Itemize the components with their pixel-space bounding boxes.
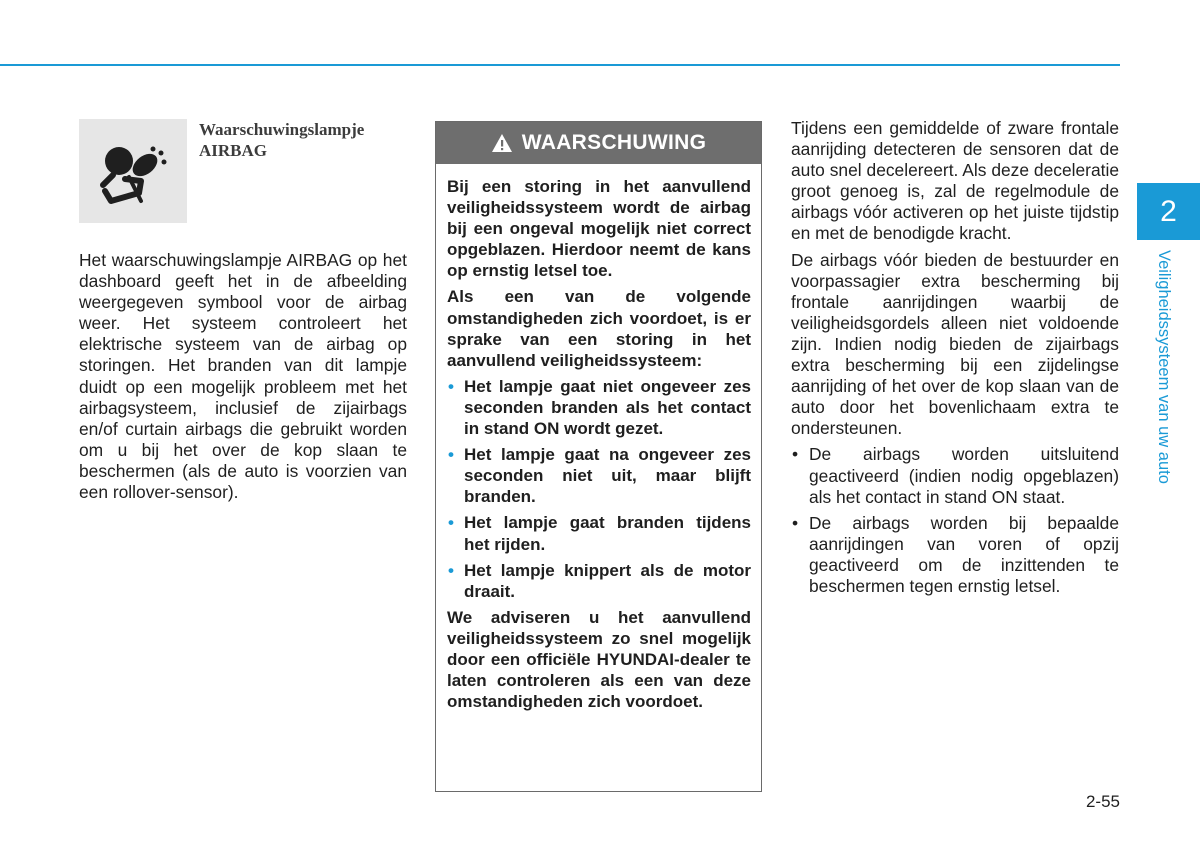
chapter-title: Veiligheidssysteem van uw auto bbox=[1155, 250, 1173, 484]
bullet-icon: • bbox=[448, 376, 454, 396]
right-column bbox=[791, 118, 1119, 602]
warning-list-item bbox=[447, 512, 751, 554]
chapter-number: 2 bbox=[1160, 194, 1177, 228]
bullet-icon: • bbox=[448, 513, 454, 533]
warning-list-item-text: Het lampje gaat na ongeveer zes seconden niet uit, maar blijft branden. bbox=[464, 445, 751, 507]
warning-list-item bbox=[447, 560, 751, 602]
bullet-icon: • bbox=[792, 512, 799, 533]
header-rule bbox=[0, 64, 1120, 66]
page-number: 2-55 bbox=[1085, 792, 1120, 811]
chapter-tab bbox=[1137, 183, 1200, 240]
right-paragraph-1: Tijdens een gemiddelde of zware frontale aanrijding detecteren de sensoren dat de auto snel decelereert. Als deze deceleratie groot genoeg is, zal de regelmodule de airbags vóór activeren op het juiste tijdstip en met de benodigde kracht. bbox=[791, 118, 1119, 244]
right-list-item bbox=[791, 444, 1119, 507]
icon-caption-line1: Waarschuwingslampje bbox=[199, 120, 365, 139]
left-paragraph: Het waarschuwingslampje AIRBAG op het dashboard geeft het in de afbeelding weergegeven symbool voor de airbag weer. Het systeem controleert het elektrische systeem van de airbag op storingen. Het branden van dit lampje duidt op een mogelijk probleem met het airbagsysteem, inclusief de zijairbags en/of curtain airbags die gebruikt worden om u bij het over de kop slaan te beschermen (als de auto is voorzien van een rollover-sensor). bbox=[79, 250, 407, 503]
bullet-icon: • bbox=[448, 445, 454, 465]
warning-title: WAARSCHUWING bbox=[521, 131, 707, 154]
warning-list-item-text: Het lampje gaat niet ongeveer zes seconden branden als het contact in stand ON wordt gezet. bbox=[464, 376, 751, 439]
warning-triangle-icon bbox=[491, 133, 513, 153]
right-list-item bbox=[791, 513, 1119, 597]
warning-list bbox=[447, 376, 751, 602]
bullet-icon: • bbox=[792, 444, 799, 465]
warning-list-item bbox=[447, 376, 751, 439]
icon-caption-line2: AIRBAG bbox=[199, 141, 268, 160]
bullet-icon: • bbox=[448, 560, 454, 580]
right-list-item-text: De airbags worden uitsluitend geactiveerd (indien nodig opgeblazen) als het contact in stand ON staat. bbox=[809, 444, 1119, 507]
warning-list-item-text: Het lampje knippert als de motor draait. bbox=[464, 560, 751, 601]
warning-paragraph-2: Als een van de volgende omstandigheden zich voordoet, is er sprake van een storing in het aanvullend veiligheidssysteem: bbox=[447, 287, 751, 370]
airbag-warning-icon bbox=[79, 119, 187, 223]
airbag-icon-graphic bbox=[79, 119, 187, 223]
right-list bbox=[791, 444, 1119, 597]
warning-list-item bbox=[447, 444, 751, 507]
warning-box bbox=[435, 121, 762, 792]
warning-paragraph-1: Bij een storing in het aanvullend veiligheidssysteem wordt de airbag bij een ongeval mogelijk niet correct opgeblazen. Hierdoor neemt de kans op ernstig letsel toe. bbox=[447, 177, 751, 281]
warning-list-item-text: Het lampje gaat branden tijdens het rijden. bbox=[464, 513, 751, 554]
warning-body bbox=[436, 164, 761, 712]
warning-header bbox=[436, 122, 761, 164]
right-paragraph-2: De airbags vóór bieden de bestuurder en voorpassagier extra bescherming bij frontale aanrijdingen waarbij de veiligheidsgordels alleen niet voldoende zijn. Indien nodig bieden de zijairbags extra bescherming bij een zijdelingse aanrijding of het over de kop slaan van de auto door het bovenlichaam extra te ondersteunen. bbox=[791, 249, 1119, 439]
icon-caption bbox=[199, 119, 414, 161]
right-list-item-text: De airbags worden bij bepaalde aanrijdingen van voren of opzij geactiveerd om de inzittenden te beschermen tegen ernstig letsel. bbox=[809, 512, 1119, 596]
warning-paragraph-3: We adviseren u het aanvullend veiligheidssysteem zo snel mogelijk door een officiële HYUNDAI-dealer te laten controleren als een van deze omstandigheden zich voordoet. bbox=[447, 607, 751, 712]
